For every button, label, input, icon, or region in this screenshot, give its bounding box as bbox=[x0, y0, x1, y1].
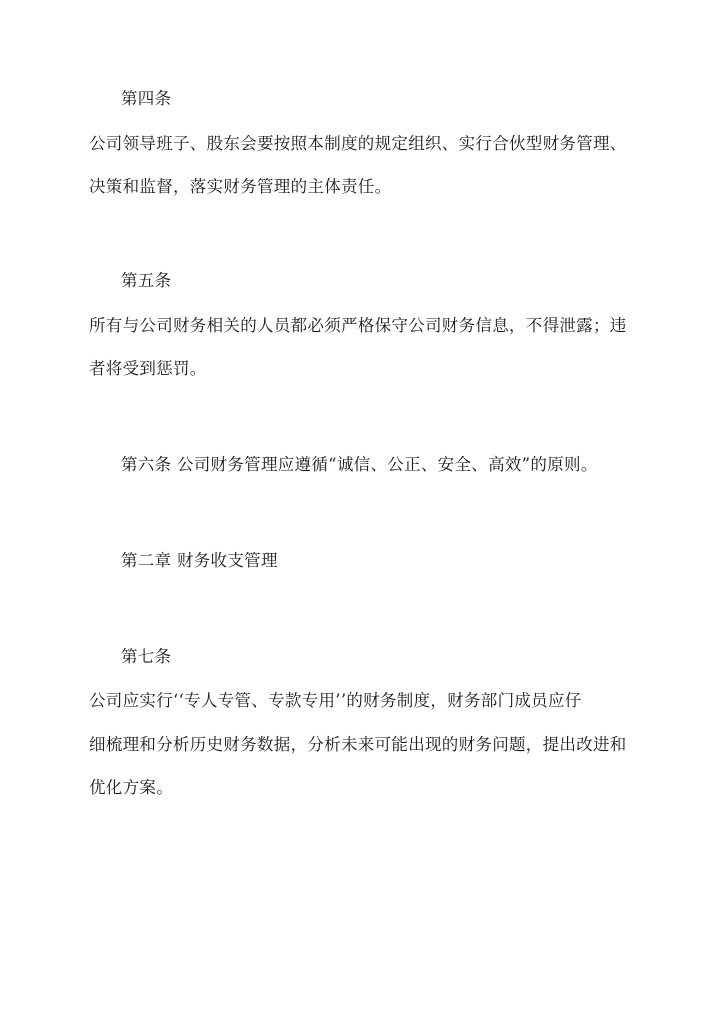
article-4-line-1: 公司领导班子、股东会要按照本制度的规定组织、实行合伙型财务管理、 bbox=[89, 134, 627, 153]
article-4-heading: 第四条 bbox=[121, 89, 172, 108]
article-4-line-2: 决策和监督，落实财务管理的主体责任。 bbox=[89, 177, 392, 196]
chapter-2-heading: 第二章 财务收支管理 bbox=[121, 551, 278, 570]
article-5-line-2: 者将受到惩罚。 bbox=[89, 359, 207, 378]
article-6-text: 第六条 公司财务管理应遵循“诚信、公正、安全、高效”的原则。 bbox=[121, 455, 598, 474]
article-7-line-3: 优化方案。 bbox=[89, 778, 173, 797]
article-5-line-1: 所有与公司财务相关的人员都必须严格保守公司财务信息，不得泄露；违 bbox=[89, 316, 627, 335]
article-7-heading: 第七条 bbox=[121, 647, 172, 666]
article-7-line-2: 细梳理和分析历史财务数据，分析未来可能出现的财务问题，提出改进和 bbox=[89, 735, 627, 754]
article-5-heading: 第五条 bbox=[121, 271, 172, 290]
article-7-line-1: 公司应实行‘‘专人专管、专款专用’’的财务制度，财务部门成员应仔 bbox=[89, 691, 582, 710]
